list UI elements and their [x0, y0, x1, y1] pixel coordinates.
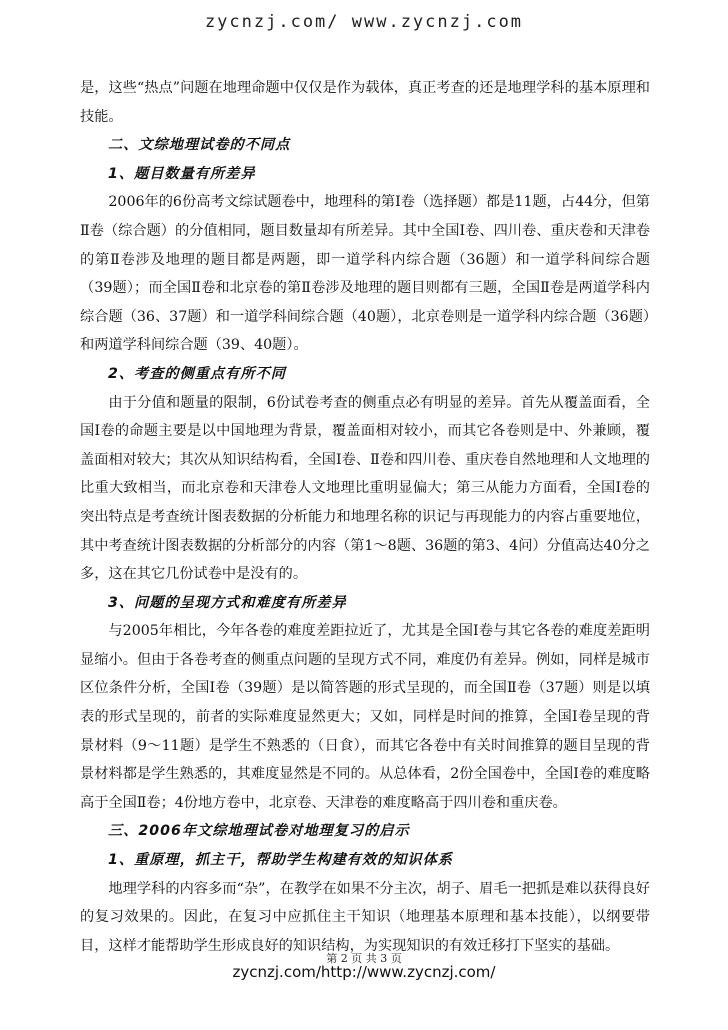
section-heading-implications: 三、2006年文综地理试卷对地理复习的启示: [108, 823, 410, 840]
subheading-principles: 1、重原理，抓主干，帮助学生构建有效的知识体系: [108, 852, 453, 869]
document-body: [80, 74, 650, 960]
page-number: 第 2 页 共 3 页: [326, 952, 402, 965]
page-header-url: zycnzj.com/ www.zycnzj.com: [204, 12, 524, 32]
subheading-difficulty: 3、问题的呈现方式和难度有所差异: [108, 594, 347, 611]
paragraph-principles: 地理学科的内容多而“杂”，在教学在如果不分主次，胡子、眉毛一把抓是难以获得良好的复习效果的。因此，在复习中应抓住主干知识（地理基本原理和基本技能），以纲要带目，这样才能帮助学生形成良好的知识结构，为实现知识的有效迁移打下坚实的基础。: [80, 880, 650, 954]
page-footer-url: zycnzj.com/http://www.zycnzj.com/: [232, 963, 496, 981]
paragraph-difficulty: 与2005年相比，今年各卷的难度差距拉近了，尤其是全国Ⅰ卷与其它各卷的难度差距明显缩小。但由于各卷考查的侧重点问题的呈现方式不同，难度仍有差异。例如，同样是城市区位条件分析，全国Ⅰ卷（39题）是以简答题的形式呈现的，而全国Ⅱ卷（37题）则是以填表的形式呈现的，前者的实际难度显然更大；又如，同样是时间的推算，全国Ⅰ卷呈现的背景材料（9～11题）是学生不熟悉的（日食），而其它各卷中有关时间推算的题目呈现的背景材料都是学生熟悉的，其难度显然是不同的。从总体看，2份全国卷中，全国Ⅰ卷的难度略高于全国Ⅱ卷；4份地方卷中，北京卷、天津卷的难度略高于四川卷和重庆卷。: [80, 623, 650, 811]
paragraph-focus: 由于分值和题量的限制，6份试卷考查的侧重点必有明显的差异。首先从覆盖面看，全国Ⅰ卷的命题主要是以中国地理为背景，覆盖面相对较小，而其它各卷则是中、外兼顾，覆盖面相对较大；其次从知识结构看，全国Ⅰ卷、Ⅱ卷和四川卷、重庆卷自然地理和人文地理的比重大致相当，而北京卷和天津卷人文地理比重明显偏大；第三从能力方面看，全国Ⅰ卷的突出特点是考查统计图表数据的分析能力和地理名称的识记与再现能力的内容占重要地位，其中考查统计图表数据的分析部分的内容（第1～8题、36题的第3、4问）分值高达40分之多，这在其它几份试卷中是没有的。: [80, 394, 650, 583]
section-heading-differences: 二、文综地理试卷的不同点: [108, 137, 291, 154]
paragraph-continuation: 是，这些“热点”问题在地理命题中仅仅是作为载体，真正考查的还是地理学科的基本原理和技能。: [80, 80, 650, 125]
subheading-focus: 2、考查的侧重点有所不同: [108, 365, 286, 382]
paragraph-question-count: 2006年的6份高考文综试题卷中，地理科的第Ⅰ卷（选择题）都是11题，占44分，但第Ⅱ卷（综合题）的分值相同，题目数量却有所差异。其中全国Ⅰ卷、四川卷、重庆卷和天津卷的第Ⅱ卷涉及地理的题目都是两题，即一道学科内综合题（36题）和一道学科间综合题（39题）；而全国Ⅱ卷和北京卷的第Ⅱ卷涉及地理的题目则都有三题，全国Ⅱ卷是两道学科内综合题（36、37题）和一道学科间综合题（40题），北京卷则是一道学科内综合题（36题）和两道学科间综合题（39、40题）。: [80, 194, 650, 354]
subheading-question-count: 1、题目数量有所差异: [108, 165, 256, 182]
